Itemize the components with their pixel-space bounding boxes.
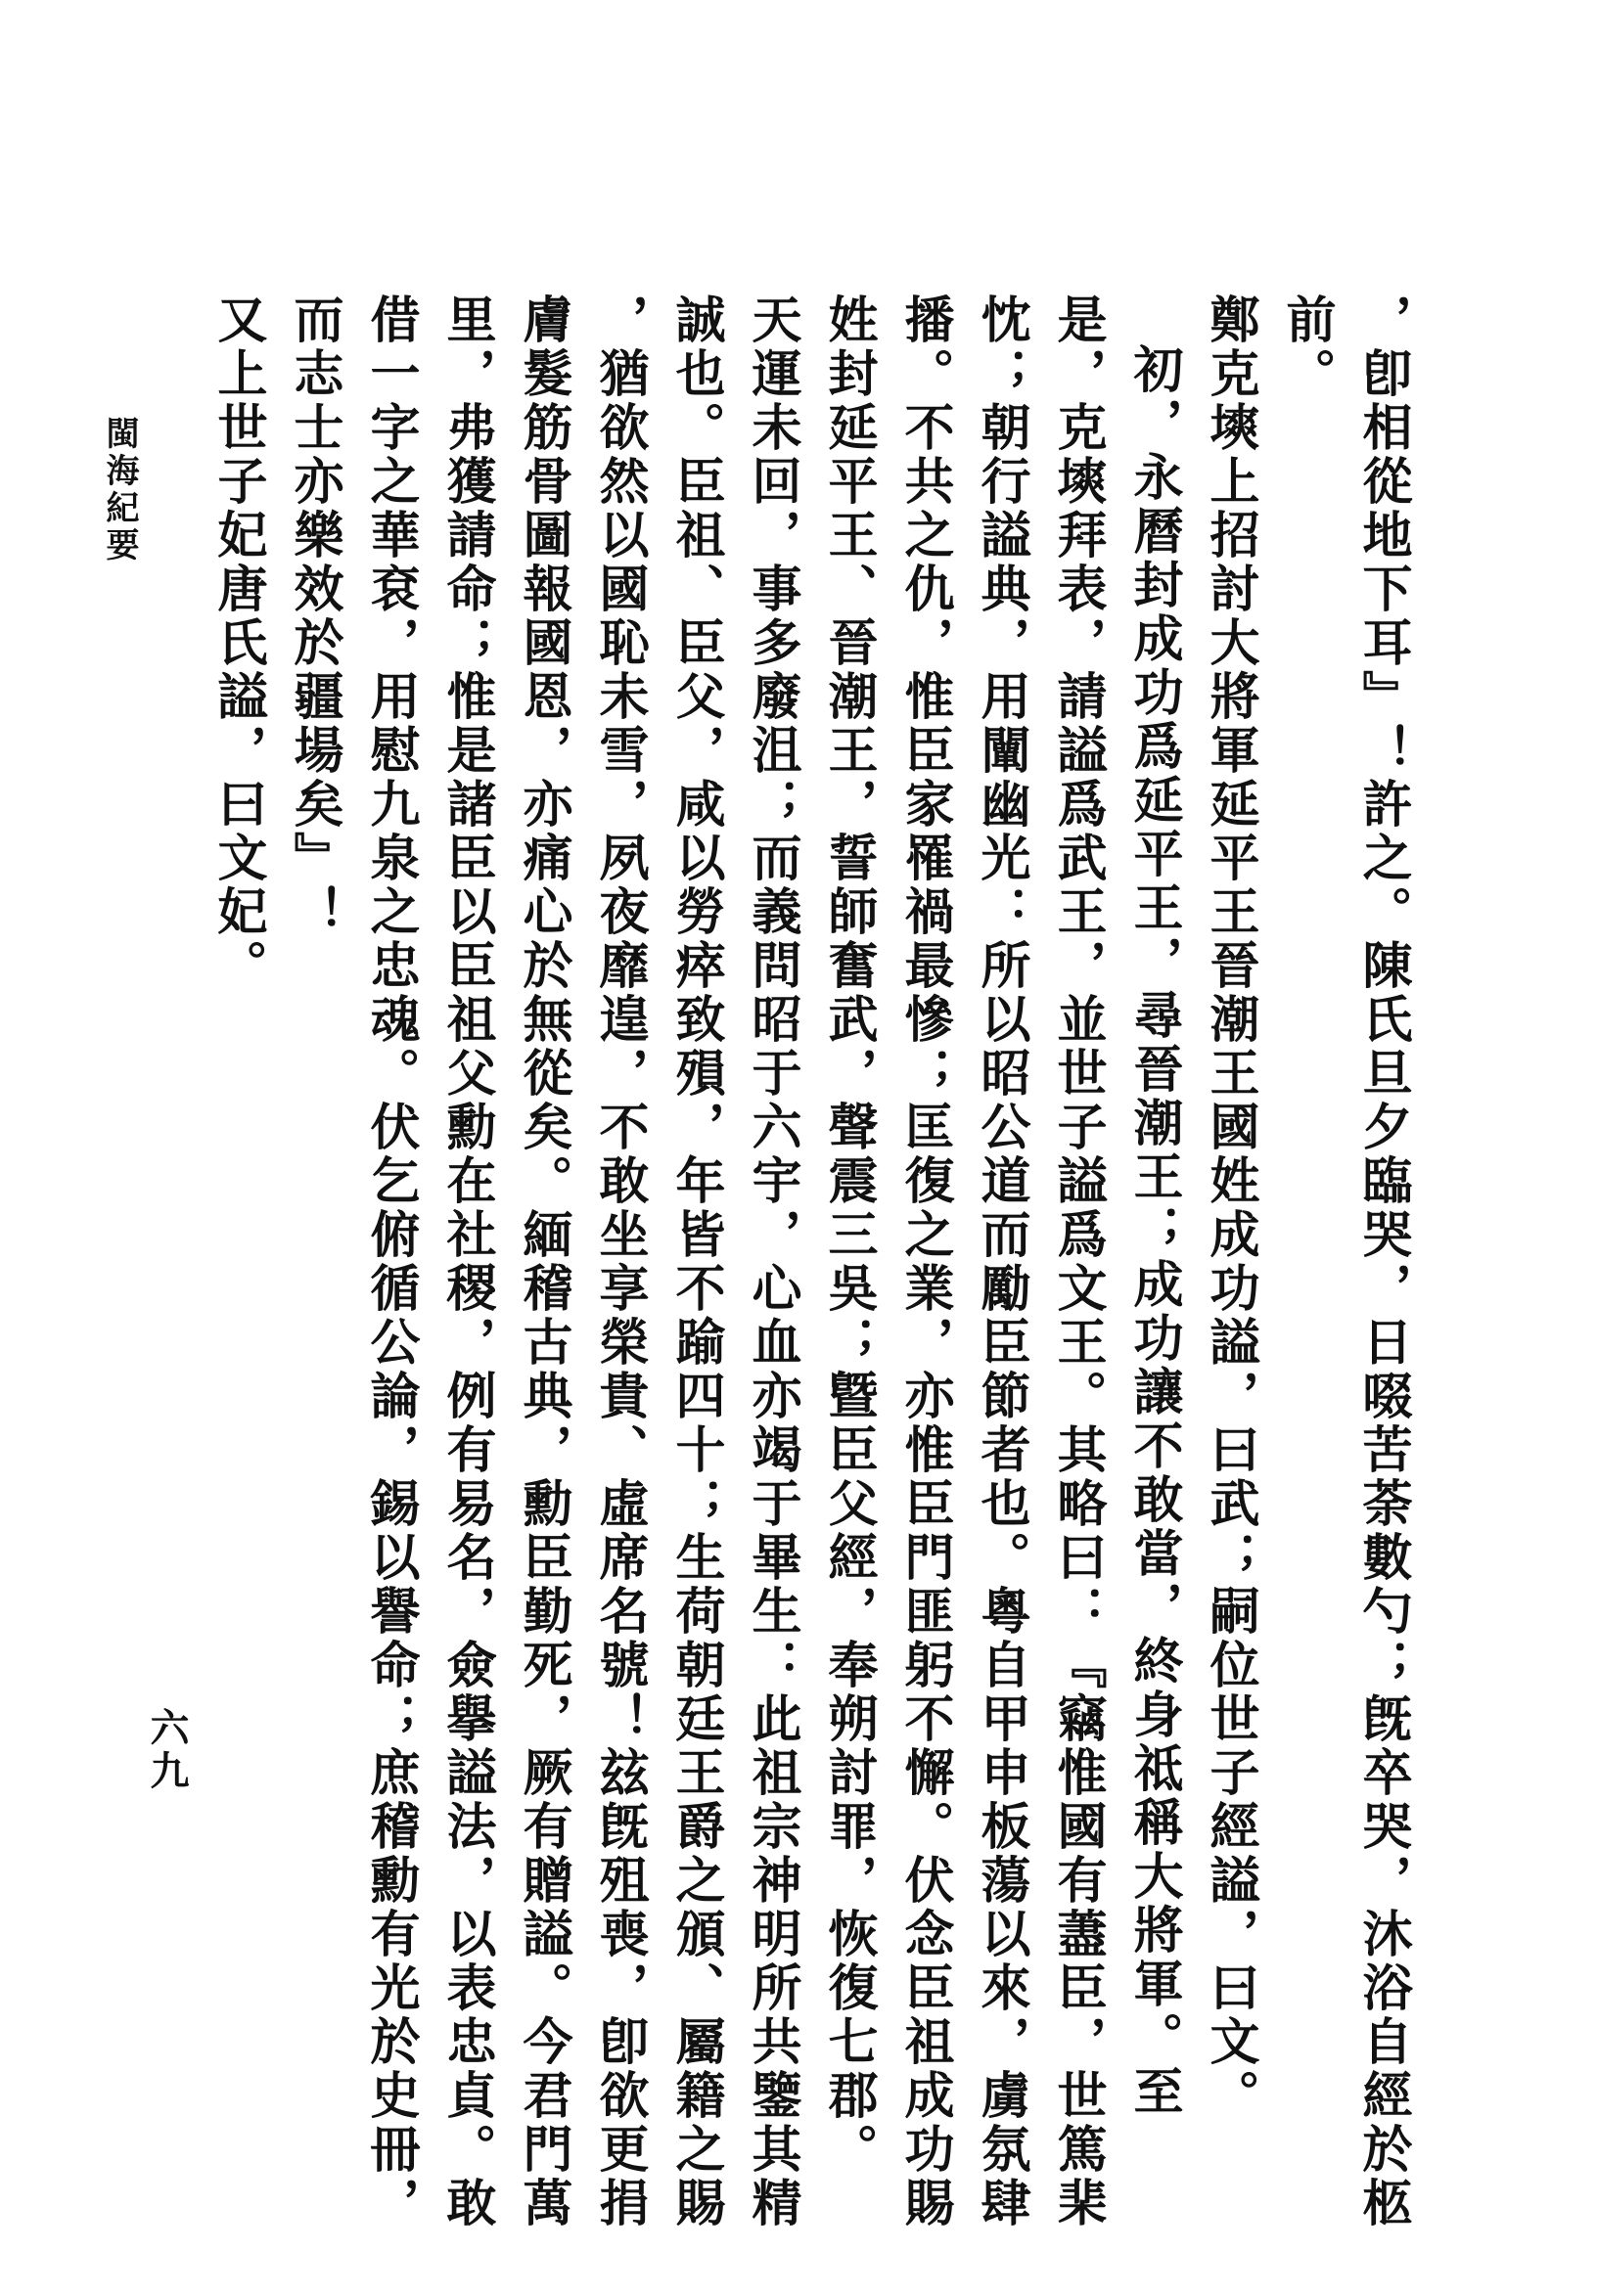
text-column-6: 忱；朝行謚典，用闡幽光：所以昭公道而勵臣節者也。粵自甲申板蕩以來，虜氛肆	[972, 293, 1030, 2230]
text-column-15: 而志士亦樂效於疆場矣』！	[285, 293, 343, 939]
page-number: 六九	[144, 1707, 190, 1793]
text-column-7: 播。不共之仇，惟臣家罹禍最慘；匡復之業，亦惟臣門匪躬不懈。伏念臣祖成功賜	[895, 293, 954, 2230]
text-column-8: 姓封延平王、晉潮王，誓師奮武，聲震三吳；曁臣父經，奉朔討罪，恢復七郡。	[819, 293, 878, 2177]
text-column-1: ，卽相從地下耳』！許之。陳氏旦夕臨哭，日啜苦荼數勺；旣卒哭，沐浴自經於柩	[1353, 293, 1412, 2230]
text-column-11: ，猶欲然以國恥未雪，夙夜靡遑，不敢坐享榮貴、虛席名號！玆旣殂喪，卽欲更捐	[590, 293, 649, 2230]
text-column-13: 里，弗獲請命；惟是諸臣以臣祖父勳在社稷，例有易名，僉擧謚法，以表忠貞。敢	[437, 293, 496, 2230]
text-column-2: 前。	[1277, 293, 1336, 401]
main-text-block	[200, 293, 1421, 2230]
text-column-3: 鄭克塽上招討大將軍延平王晉潮王國姓成功謚，曰武；嗣位世子經謚，曰文。	[1201, 293, 1259, 2123]
text-column-12: 膚髮筋骨圖報國恩，亦痛心於無從矣。緬稽古典，勳臣勤死，厥有贈謚。今君門萬	[514, 293, 572, 2230]
text-column-9: 天運未回，事多廢沮；而義問昭于六宇，心血亦竭于畢生：此祖宗神明所共鑒其精	[743, 293, 801, 2230]
text-column-10: 誠也。臣祖、臣父，咸以勞瘁致殞，年皆不踰四十；生荷朝廷王爵之頒、屬籍之賜	[666, 293, 725, 2230]
text-column-16: 又上世子妃唐氏謚，曰文妃。	[208, 293, 267, 993]
text-column-4: 初，永曆封成功爲延平王，尋晉潮王；成功讓不敢當，終身祗稱大將軍。至	[1124, 343, 1183, 2119]
text-column-14: 借一字之華袞，用慰九泉之忠魂。伏乞俯循公論，錫以譽命；庶稽勳有光於史冊，	[361, 293, 420, 2230]
text-column-5: 是，克塽拜表，請謚爲武王，並世子謚爲文王。其略曰：『竊惟國有藎臣，世篤棐	[1048, 293, 1107, 2230]
running-header-book-title: 閩海紀要	[100, 416, 139, 564]
